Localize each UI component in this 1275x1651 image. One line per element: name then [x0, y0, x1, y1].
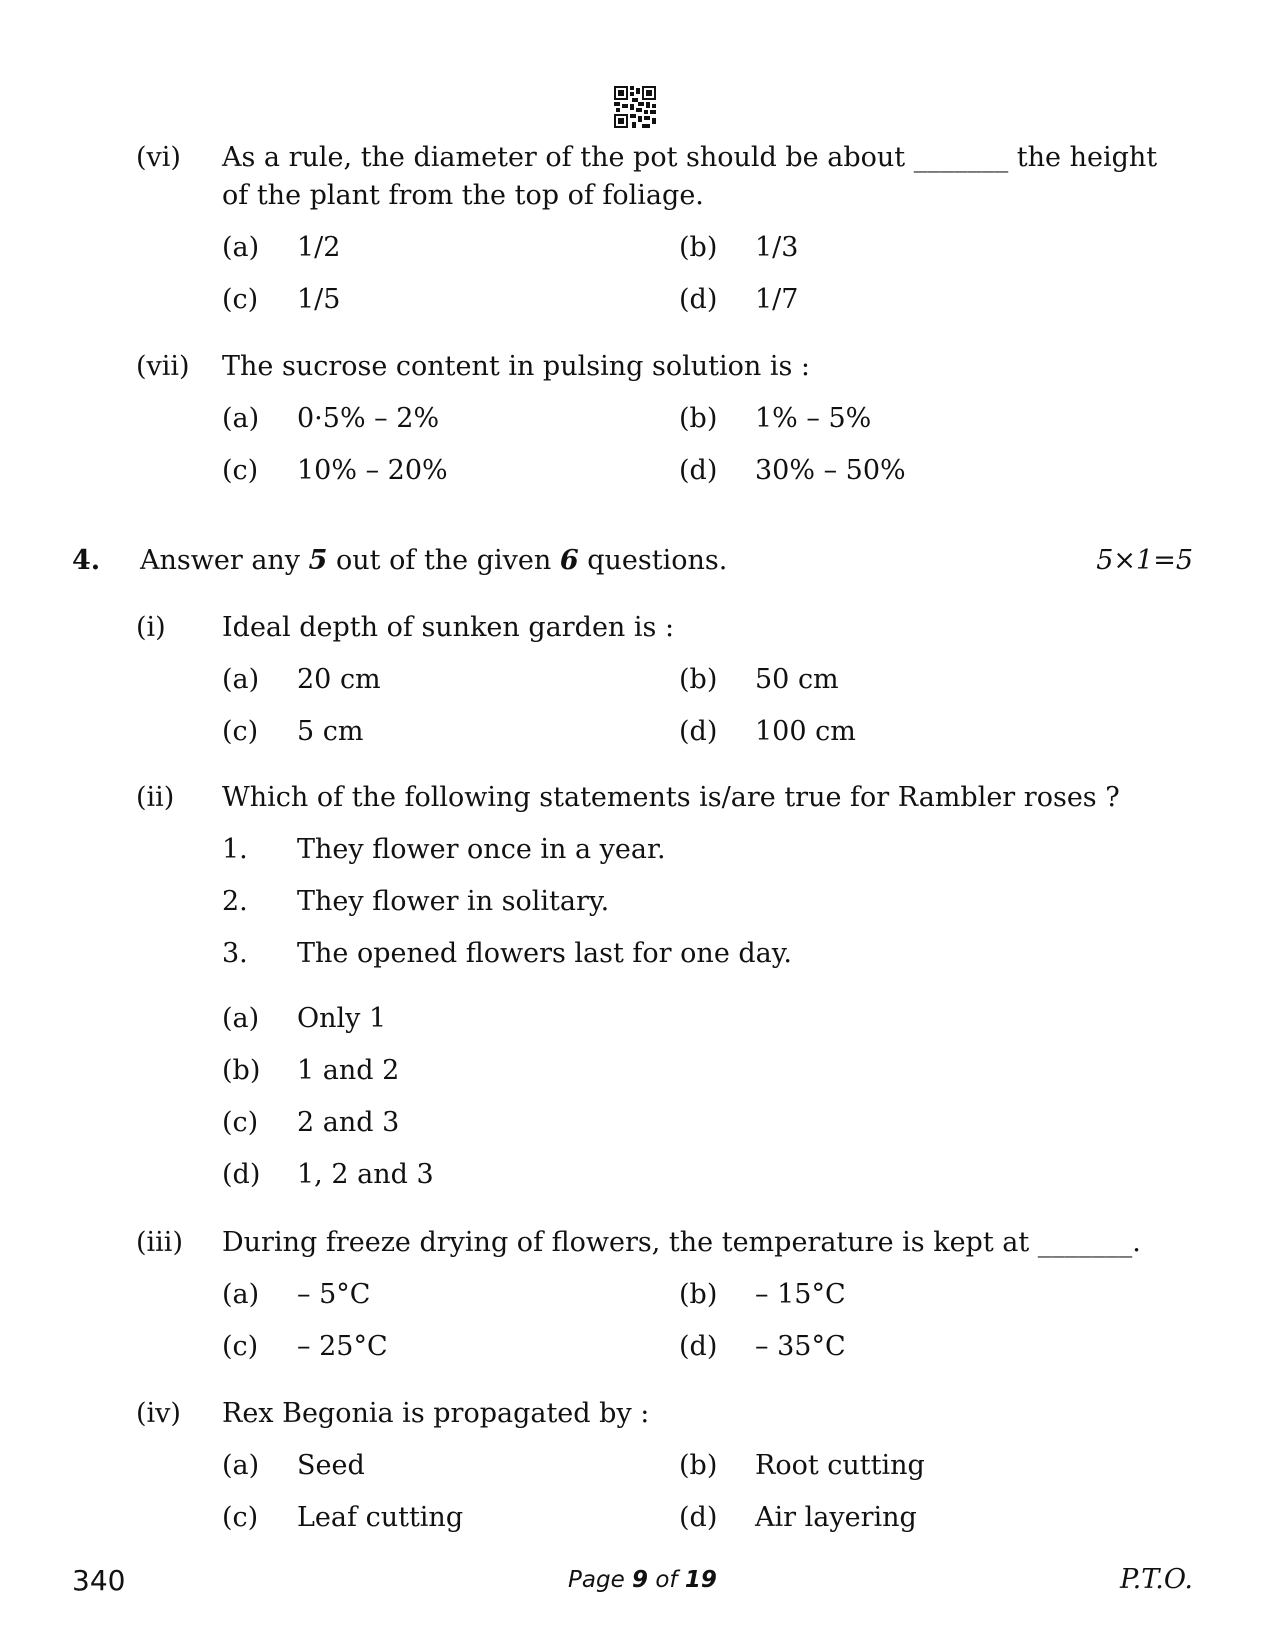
option-label: (c)	[222, 455, 259, 486]
option-text: 10% – 20%	[297, 455, 448, 486]
option-label: (c)	[222, 1107, 259, 1138]
statement-label: 3.	[222, 938, 248, 969]
option-text: – 25°C	[297, 1331, 388, 1362]
question-text: of the plant from the top of foliage.	[222, 180, 704, 211]
option-label: (d)	[679, 284, 718, 315]
statement-text: They flower once in a year.	[297, 834, 666, 865]
question-label: (ii)	[136, 782, 175, 813]
option-text: 1/3	[755, 232, 799, 263]
question-label: (vi)	[136, 142, 181, 173]
option-label: (a)	[222, 664, 260, 695]
option-label: (a)	[222, 403, 260, 434]
pto-note: P.T.O.	[1119, 1564, 1193, 1595]
option-label: (d)	[222, 1159, 261, 1190]
option-text: – 35°C	[755, 1331, 846, 1362]
option-text: – 5°C	[297, 1279, 371, 1310]
option-label: (a)	[222, 1450, 260, 1481]
option-label: (b)	[222, 1055, 261, 1086]
question-label: (iv)	[136, 1398, 181, 1429]
question-text: Ideal depth of sunken garden is :	[222, 612, 675, 643]
statement-label: 1.	[222, 834, 248, 865]
question-label: (vii)	[136, 351, 190, 382]
option-text: 0·5% – 2%	[297, 403, 440, 434]
option-text: Air layering	[755, 1502, 917, 1533]
option-text: Seed	[297, 1450, 365, 1481]
option-label: (d)	[679, 1331, 718, 1362]
option-label: (a)	[222, 1279, 260, 1310]
option-text: – 15°C	[755, 1279, 846, 1310]
option-text: 1/5	[297, 284, 341, 315]
option-label: (d)	[679, 716, 718, 747]
statement-text: The opened flowers last for one day.	[297, 938, 793, 969]
option-label: (d)	[679, 1502, 718, 1533]
option-text: 50 cm	[755, 664, 839, 695]
option-label: (c)	[222, 1331, 259, 1362]
option-label: (d)	[679, 455, 718, 486]
question-text: The sucrose content in pulsing solution is :	[222, 351, 811, 382]
option-label: (a)	[222, 1003, 260, 1034]
option-text: 20 cm	[297, 664, 381, 695]
option-text: Root cutting	[755, 1450, 925, 1481]
option-label: (b)	[679, 232, 718, 263]
option-label: (c)	[222, 284, 259, 315]
option-label: (b)	[679, 403, 718, 434]
statement-text: They flower in solitary.	[297, 886, 610, 917]
option-label: (c)	[222, 1502, 259, 1533]
paper-code: 340	[72, 1564, 126, 1597]
option-label: (a)	[222, 232, 260, 263]
question-label: (iii)	[136, 1227, 183, 1258]
option-text: 5 cm	[297, 716, 364, 747]
option-text: 1/7	[755, 284, 799, 315]
option-text: 1% – 5%	[755, 403, 872, 434]
option-label: (b)	[679, 1450, 718, 1481]
qr-code-icon	[614, 86, 656, 128]
question-text: Which of the following statements is/are true for Rambler roses ?	[222, 782, 1120, 813]
question-label: (i)	[136, 612, 166, 643]
option-text: 100 cm	[755, 716, 856, 747]
page-number: Page 9 of 19	[568, 1567, 717, 1593]
option-label: (b)	[679, 1279, 718, 1310]
statement-label: 2.	[222, 886, 248, 917]
option-text: 1, 2 and 3	[297, 1159, 434, 1190]
question-text: During freeze drying of flowers, the temperature is kept at _______.	[222, 1227, 1141, 1258]
option-label: (b)	[679, 664, 718, 695]
question-number: 4.	[72, 545, 101, 576]
option-text: 1/2	[297, 232, 341, 263]
option-text: 2 and 3	[297, 1107, 400, 1138]
option-label: (c)	[222, 716, 259, 747]
option-text: 30% – 50%	[755, 455, 906, 486]
option-text: Only 1	[297, 1003, 387, 1034]
option-text: Leaf cutting	[297, 1502, 464, 1533]
question-text: Rex Begonia is propagated by :	[222, 1398, 650, 1429]
question-text: As a rule, the diameter of the pot should be about _______ the height	[222, 142, 1158, 173]
marks-allocation: 5×1=5	[1096, 545, 1193, 576]
option-text: 1 and 2	[297, 1055, 400, 1086]
question-instruction: Answer any 5 out of the given 6 questions.	[140, 545, 728, 576]
